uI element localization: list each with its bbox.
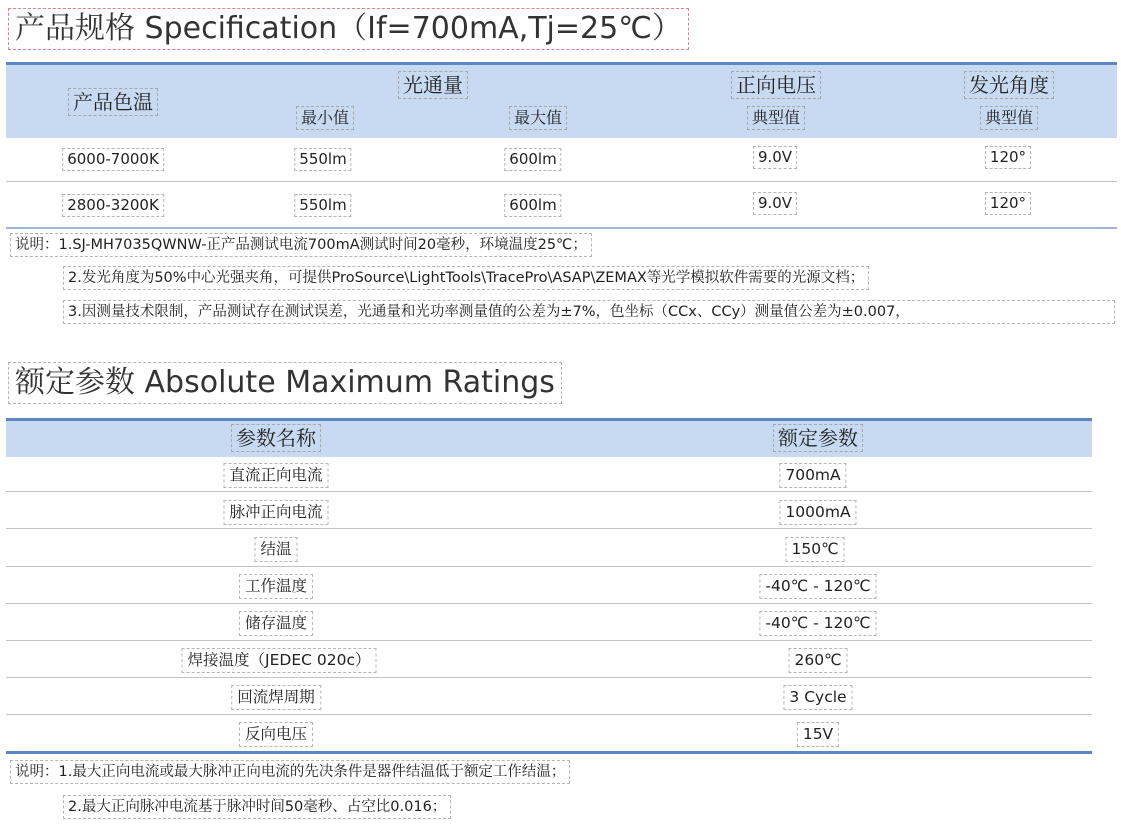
rating-divider [6, 528, 1092, 529]
spec-row-1-cct: 6000-7000K [62, 148, 164, 171]
spec-row-divider [6, 181, 1117, 182]
spec-table-bottom [6, 227, 1117, 229]
ratings-note-2: 2.最大正向脉冲电流基于脉冲时间50毫秒、占空比0.016； [63, 795, 451, 819]
rating-divider [6, 491, 1092, 492]
rating-divider [6, 603, 1092, 604]
rating-name: 结温 [254, 537, 297, 562]
ratings-header-value: 额定参数 [773, 424, 863, 452]
rating-value: 1000mA [779, 500, 856, 525]
spec-row-2-max: 600lm [504, 194, 561, 217]
rating-name: 储存温度 [239, 611, 313, 636]
ratings-header-band [6, 418, 1092, 457]
rating-divider [6, 677, 1092, 678]
rating-name: 直流正向电流 [223, 463, 328, 488]
rating-divider [6, 566, 1092, 567]
rating-value: 15V [797, 722, 839, 747]
spec-title: 产品规格 Specification（If=700mA,Tj=25℃） [8, 8, 689, 50]
rating-name: 脉冲正向电流 [223, 500, 328, 525]
ratings-title: 额定参数 Absolute Maximum Ratings [8, 362, 562, 404]
spec-row-2-angle: 120° [985, 192, 1031, 215]
rating-name: 焊接温度（JEDEC 020c） [182, 648, 377, 673]
header-angle-typ: 典型值 [980, 106, 1038, 130]
rating-value: -40℃ - 120℃ [759, 611, 876, 636]
ratings-header-name: 参数名称 [231, 424, 321, 452]
spec-row-2-vf: 9.0V [753, 192, 797, 215]
spec-row-1-angle: 120° [985, 146, 1031, 169]
rating-divider [6, 640, 1092, 641]
header-flux: 光通量 [398, 71, 468, 99]
ratings-table-bottom [6, 751, 1092, 754]
rating-value: 150℃ [786, 537, 845, 562]
spec-note-2: 2.发光角度为50%中心光强夹角，可提供ProSource\LightTools\TracePro\ASAP\ZEMAX等光学模拟软件需要的光源文档； [63, 266, 869, 290]
header-angle: 发光角度 [964, 71, 1054, 99]
spec-row-2-cct: 2800-3200K [62, 194, 164, 217]
spec-row-1-max: 600lm [504, 148, 561, 171]
header-vf: 正向电压 [731, 71, 821, 99]
spec-row-1-min: 550lm [294, 148, 351, 171]
rating-name: 反向电压 [239, 722, 313, 747]
spec-note-1: 说明：1.SJ-MH7035QWNW-正产品测试电流700mA测试时间20毫秒，环境温度25℃； [10, 233, 592, 257]
header-vf-typ: 典型值 [747, 106, 805, 130]
rating-value: 700mA [779, 463, 846, 488]
rating-name: 回流焊周期 [231, 685, 321, 710]
spec-row-1-vf: 9.0V [753, 146, 797, 169]
rating-value: 260℃ [789, 648, 848, 673]
header-cct: 产品色温 [68, 88, 158, 116]
rating-divider [6, 714, 1092, 715]
spec-note-3: 3.因测量技术限制，产品测试存在测试误差，光通量和光功率测量值的公差为±7%，色坐标（CCx、CCy）测量值公差为±0.007， [63, 300, 1115, 324]
rating-value: 3 Cycle [783, 685, 852, 710]
header-flux-max: 最大值 [509, 106, 567, 130]
ratings-note-1: 说明：1.最大正向电流或最大脉冲正向电流的先决条件是器件结温低于额定工作结温； [10, 760, 570, 784]
rating-value: -40℃ - 120℃ [759, 574, 876, 599]
header-flux-min: 最小值 [296, 106, 354, 130]
rating-name: 工作温度 [239, 574, 313, 599]
spec-row-2-min: 550lm [294, 194, 351, 217]
